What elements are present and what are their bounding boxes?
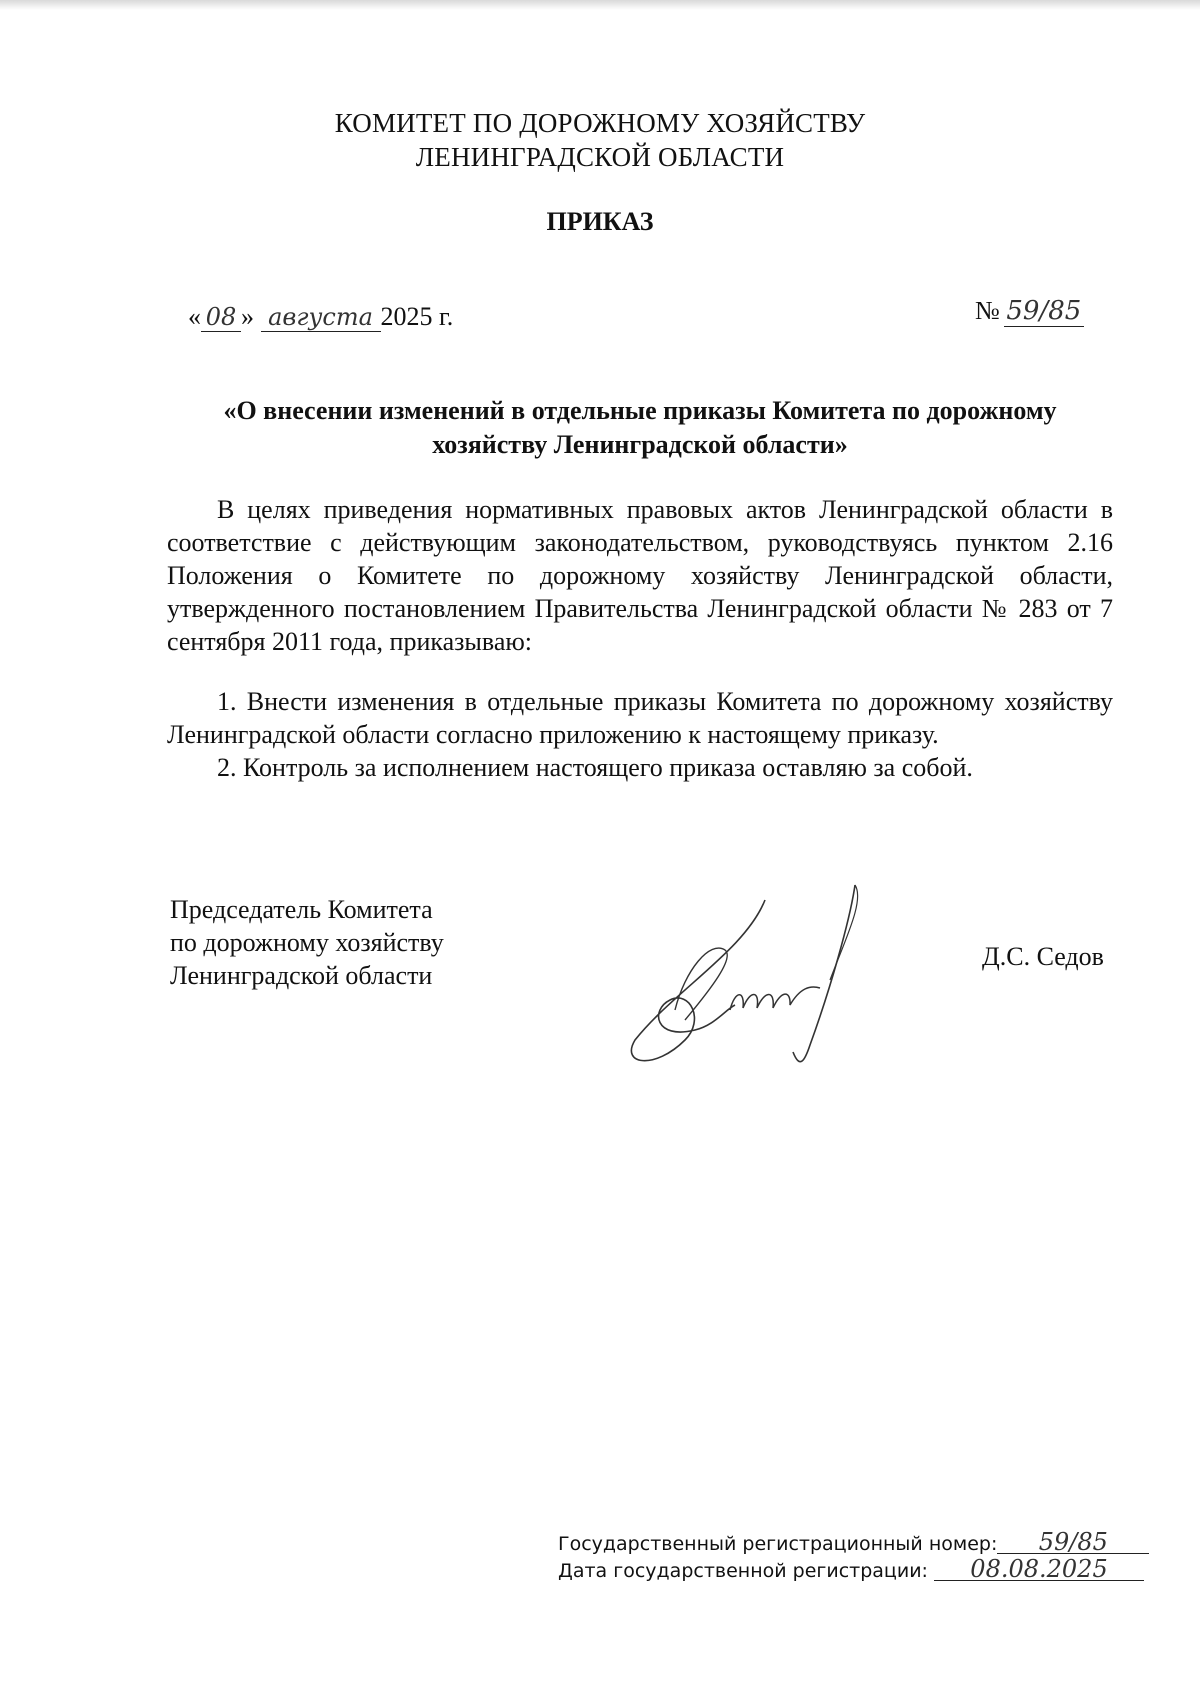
registration-date-row — [558, 1555, 1144, 1583]
date-year: 2025 г. — [380, 302, 454, 331]
position-line-3: Ленинградской области — [170, 961, 433, 990]
subject-line-1: «О внесении изменений в отдельные приказы Комитета по дорожному — [223, 396, 1057, 425]
date-day: 08 — [201, 303, 241, 332]
order-item-1: 1. Внести изменения в отдельные приказы Комитета по дорожному хозяйству Ленинградской области согласно приложению к настоящему приказу. — [167, 687, 1113, 749]
date-open-quote: « — [188, 302, 201, 331]
date-close-quote: » — [241, 302, 254, 331]
preamble-text: В целях приведения нормативных правовых актов Ленинградской области в соответствие с действующим законодательством, руководствуясь пунктом 2.16 Положения о Комитете по дорожному хозяйству Ленинградской области, утвержденного постановлением Правительства Ленинградской области № 283 от 7 сентября 2011 года, приказываю: — [167, 495, 1113, 656]
registration-date-value: 08.08.2025 — [934, 1558, 1144, 1581]
number-value: 59/85 — [1004, 296, 1084, 327]
organization-line-1: КОМИТЕТ ПО ДОРОЖНОМУ ХОЗЯЙСТВУ — [334, 108, 866, 138]
order-item-2: 2. Контроль за исполнением настоящего приказа оставляю за собой. — [217, 753, 973, 782]
subject-line-2: хозяйству Ленинградской области» — [432, 430, 848, 459]
preamble-paragraph — [167, 493, 1113, 658]
registration-number-row — [558, 1528, 1149, 1556]
organization-name — [0, 106, 1200, 174]
order-date — [188, 302, 453, 332]
registration-number-label: Государственный регистрационный номер: — [558, 1533, 998, 1555]
position-line-1: Председатель Комитета — [170, 895, 433, 924]
signatory-position — [170, 893, 444, 992]
position-line-2: по дорожному хозяйству — [170, 928, 444, 957]
signatory-name: Д.С. Седов — [982, 942, 1104, 971]
document-type-title: ПРИКАЗ — [546, 207, 654, 236]
date-month: августа — [261, 303, 381, 332]
order-subject — [160, 394, 1120, 462]
order-number — [975, 296, 1084, 327]
registration-date-label: Дата государственной регистрации: — [558, 1560, 928, 1582]
registration-number-value: 59/85 — [997, 1531, 1149, 1554]
handwritten-signature — [615, 880, 935, 1080]
order-items — [167, 685, 1113, 784]
number-label: № — [975, 296, 1000, 325]
organization-line-2: ЛЕНИНГРАДСКОЙ ОБЛАСТИ — [415, 142, 785, 172]
